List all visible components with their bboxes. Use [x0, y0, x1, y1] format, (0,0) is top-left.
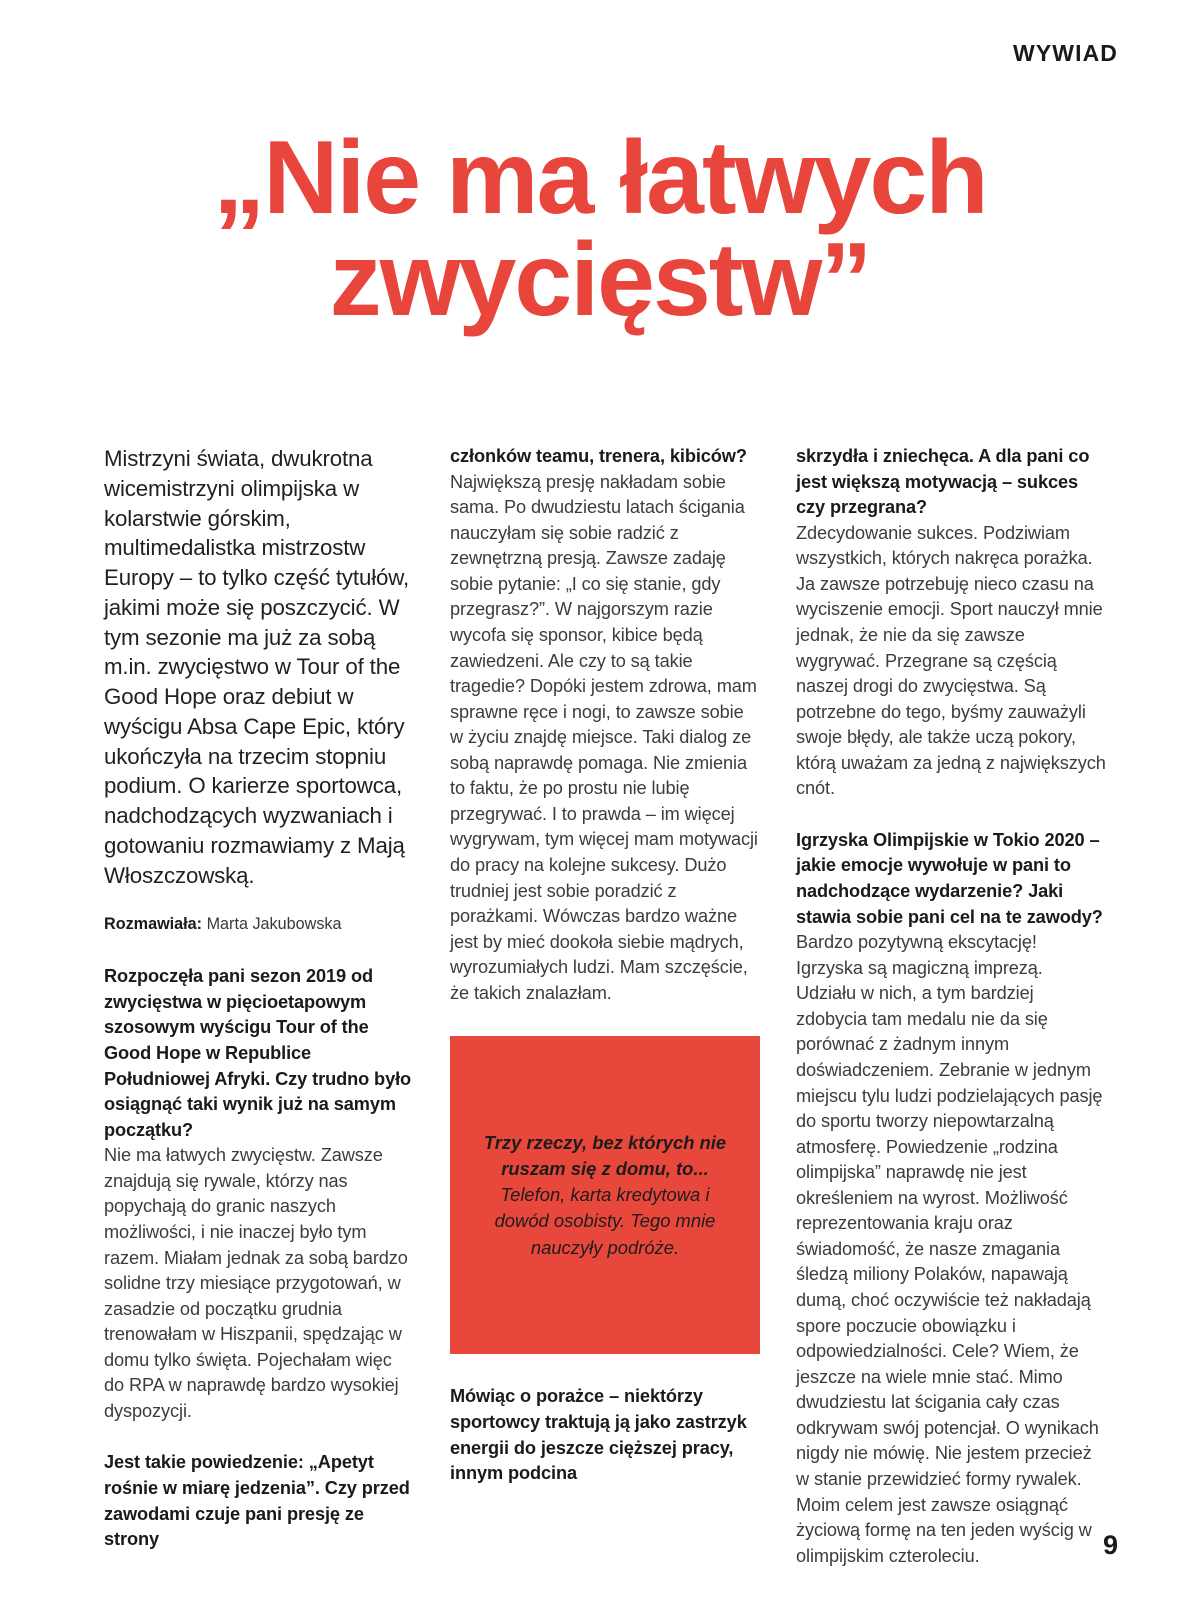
column-1	[104, 444, 414, 1553]
question-3-continued: skrzydła i zniechęca. A dla pani co jest większą motywacją – sukces czy przegrana?	[796, 446, 1090, 518]
pull-quote-answer: Telefon, karta kredytowa i dowód osobisty. Tego mnie nauczyły podróże.	[494, 1184, 716, 1258]
lede-paragraph: Mistrzyni świata, dwukrotna wicemistrzyni olimpijska w kolarstwie górskim, multimedalistka mistrzostw Europy – to tylko część tytułów, jakimi może się poszczycić. W tym sezonie ma już za sobą m.in. zwycięstwo w Tour of the Good Hope oraz debiut w wyścigu Absa Cape Epic, który ukończyła na trzecim stopniu podium. O karierze sportowca, nadchodzących wyzwaniach i gotowaniu rozmawiamy z Mają Włoszczowską.	[104, 446, 410, 888]
answer-1: Nie ma łatwych zwycięstw. Zawsze znajdują się rywale, którzy nas popychają do granic naszych możliwości, i nie inaczej było tym razem. Miałam jednak za sobą bardzo solidne trzy miesiące przygotowań, w zasadzie od początku grudnia trenowałam w Hiszpanii, spędzając w domu tylko święta. Pojechałam więc do RPA w naprawdę bardzo wysokiej dyspozycji.	[104, 1145, 408, 1421]
page-title	[60, 120, 1140, 338]
answer-4: Bardzo pozytywną ekscytację! Igrzyska są magiczną imprezą. Udziału w nich, a tym bardziej zdobycia tam medalu nie da się porównać z żadnym innym doświadczeniem. Zebranie w jednym miejscu tylu ludzi podzielających pasję do sportu tworzy niepowtarzalną atmosferę. Powiedzenie „rodzina olimpijska” naprawdę nie jest określeniem na wyrost. Możliwość reprezentowania kraju oraz świadomość, że nasze zmagania śledzą miliony Polaków, napawają dumą, choć oczywiście też nakładają spore poczucie obowiązku i odpowiedzialności. Cele? Wiem, że jeszcze na wiele mnie stać. Mimo dwudziestu lat ścigania cały czas odkrywam swój potencjał. O wynikach nigdy nie mówię. Nie jestem przecież w stanie przewidzieć formy rywalek. Moim celem jest zawsze osiągnąć życiową formę na ten jeden wyścig w olimpijskim czteroleciu.	[796, 932, 1103, 1566]
pull-quote-question: Trzy rzeczy, bez których nie ruszam się z domu, to...	[483, 1132, 727, 1180]
pull-quote-content	[474, 1130, 736, 1261]
column-2	[450, 444, 760, 1487]
column-3	[796, 444, 1106, 1569]
answer-2: Największą presję nakładam sobie sama. Po dwudziestu latach ścigania nauczyłam się sobie radzić z zewnętrzną presją. Zawsze zadaję sobie pytanie: „I co się stanie, gdy przegrasz?”. W najgorszym razie wycofa się sponsor, kibice będą zawiedzeni. Ale czy to są takie tragedie? Dopóki jestem zdrowa, mam sprawne ręce i nogi, to zawsze sobie w życiu znajdę miejsce. Taki dialog ze sobą naprawdę pomaga. Nie zmienia to faktu, że po prostu nie lubię przegrywać. I to prawda – im więcej wygrywam, tym więcej mam motywacji do pracy na kolejne sukcesy. Dużo trudniej jest sobie poradzić z porażkami. Wówczas bardzo ważne jest by mieć dookoła siebie mądrych, wyrozumiałych ludzi. Mam szczęście, że takich znalazłam.	[450, 471, 758, 1003]
answer-3: Zdecydowanie sukces. Podziwiam wszystkich, których nakręca porażka. Ja zawsze potrzebuję nieco czasu na wyciszenie emocji. Sport nauczył mnie jednak, że nie da się zawsze wygrywać. Przegrane są częścią naszej drogi do zwycięstwa. Są potrzebne do tego, byśmy zauważyli swoje błędy, ale także uczą pokory, którą uważam za jedną z największych cnót.	[796, 522, 1106, 799]
question-4: Igrzyska Olimpijskie w Tokio 2020 – jakie emocje wywołuje w pani to nadchodzące wydarzenie? Jaki stawia sobie pani cel na te zawody?	[796, 829, 1103, 927]
byline-label: Rozmawiała:	[104, 915, 203, 934]
article-columns	[104, 444, 1108, 1566]
page-number: 9	[1102, 1530, 1118, 1560]
running-head: WYWIAD	[1013, 40, 1118, 66]
byline-name: Marta Jakubowska	[206, 915, 342, 934]
question-2-start: Jest takie powiedzenie: „Apetyt rośnie w miarę jedzenia”. Czy przed zawodami czuje pani presję ze strony	[104, 1452, 410, 1550]
headline-line-2: zwycięstw”	[329, 221, 871, 338]
question-3-start: Mówiąc o porażce – niektórzy sportowcy traktują ją jako zastrzyk energii do jeszcze cięższej pracy, innym podcina	[450, 1386, 747, 1484]
byline	[104, 914, 414, 936]
headline-line-1: „Nie ma łatwych	[213, 120, 987, 236]
question-2-continued: członków teamu, trenera, kibiców?	[450, 446, 747, 466]
pull-quote-box	[450, 1036, 760, 1354]
question-1: Rozpoczęła pani sezon 2019 od zwycięstwa w pięcioetapowym szosowym wyścigu Tour of the Good Hope w Republice Południowej Afryki. Czy trudno było osiągnąć taki wynik już na samym początku?	[104, 966, 412, 1140]
